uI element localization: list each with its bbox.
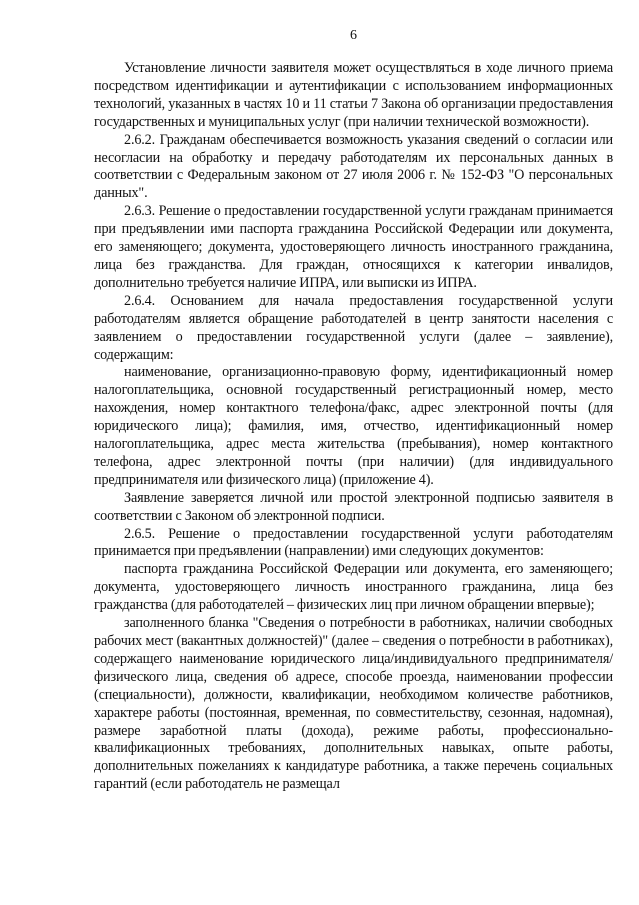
paragraph-passport: паспорта гражданина Российской Федерации или документа, его заменяющего; документа, удостоверяющего личность иностранного гражданина, лица без гражданства (для работодателей – физических лиц при личном обращении впервые); (94, 561, 613, 614)
paragraph-identity-verification: Установление личности заявителя может осуществляться в ходе личного приема посредством идентификации и аутентификации с использованием информационных технологий, указанных в частях 10 и 11 статьи 7 Закона об организации предоставления государственных и муниципальных услуг (при наличии технической возможности). (94, 60, 613, 130)
paragraph-applicant-details: наименование, организационно-правовую форму, идентификационный номер налогоплательщика, основной государственный регистрационный номер, место нахождения, номер контактного телефона/факс, адрес электронной почты (для юридического лица); фамилия, имя, отчество, идентификационный номер налогоплательщика, адрес места жительства (пребывания), номер контактного телефона, адрес электронной почты (при наличии) (для индивидуального предпринимателя или физического лица) (приложение 4). (94, 364, 613, 488)
paragraph-2-6-2: 2.6.2. Гражданам обеспечивается возможность указания сведений о согласии или несогласии на обработку и передачу работодателям их персональных данных в соответствии с Федеральным законом от 27 июля 2006 г. № 152-ФЗ "О персональных данных". (94, 131, 613, 202)
paragraph-signature: Заявление заверяется личной или простой электронной подписью заявителя в соответствии с Законом об электронной подписи. (94, 489, 613, 524)
paragraph-2-6-4: 2.6.4. Основанием для начала предоставления государственной услуги работодателям является обращение работодателей в центр занятости населения с заявлением о предоставлении государственной услуги (далее – заявление), содержащим: (94, 292, 613, 363)
paragraph-demand-form: заполненного бланка "Сведения о потребности в работниках, наличии свободных рабочих мест (вакантных должностей)" (далее – сведения о потребности в работниках), содержащего наименование юридического лица/индивидуального предпринимателя/физического лица, сведения об адресе, способе проезда, наименовании профессии (специальности), должности, квалификации, необходимом количестве работников, характере работы (постоянная, временная, по совместительству, сезонная, надомная), размере заработной платы (дохода), режиме работы, профессионально-квалификационных требованиях, дополнительных навыках, опыте работы, дополнительных пожеланиях к кандидатуре работника, а также перечень социальных гарантий (если работодатель не размещал (94, 615, 613, 793)
paragraph-2-6-3: 2.6.3. Решение о предоставлении государственной услуги гражданам принимается при предъявлении ими паспорта гражданина Российской Федерации или документа, его заменяющего; документа, удостоверяющего личность иностранного гражданина, лица без гражданства. Для граждан, относящихся к категории инвалидов, дополнительно требуется наличие ИПРА, или выписки из ИПРА. (94, 203, 613, 291)
page-number: 6 (350, 28, 357, 43)
paragraph-2-6-5: 2.6.5. Решение о предоставлении государственной услуги работодателям принимается при предъявлении (направлении) ими следующих документов: (94, 525, 613, 560)
